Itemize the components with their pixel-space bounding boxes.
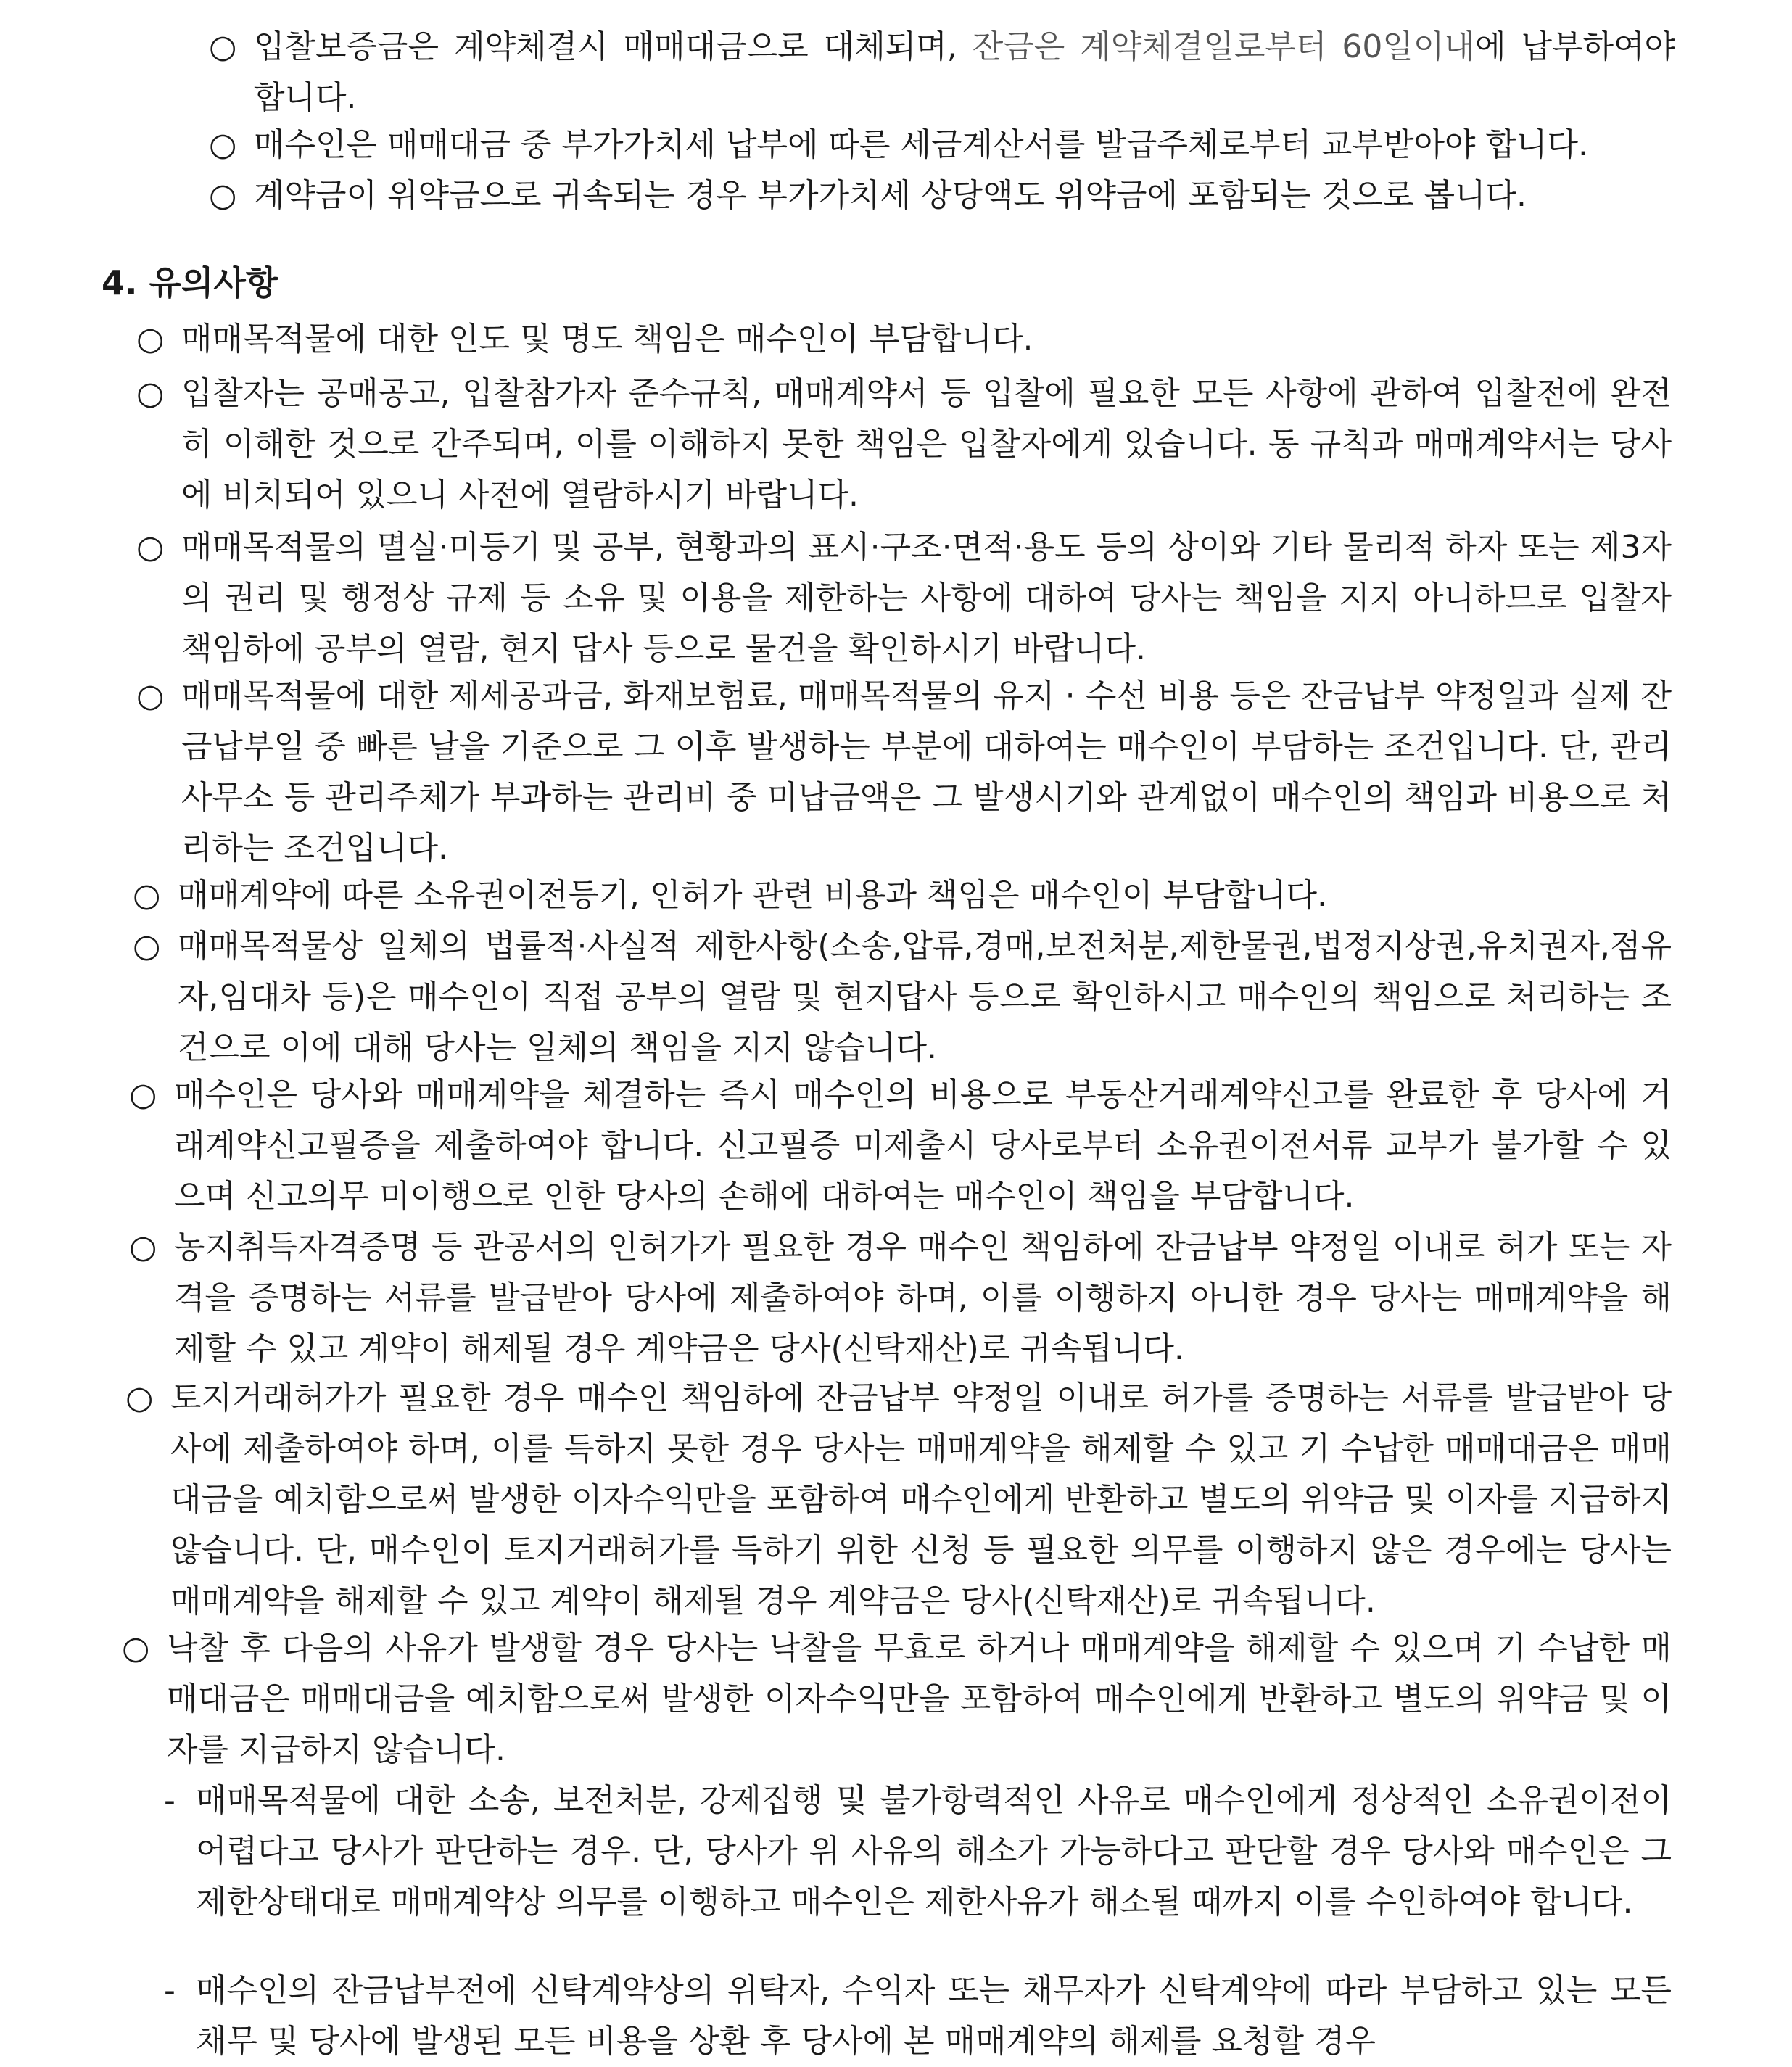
list-item <box>129 1070 1672 1222</box>
bullet-icon: ○ <box>136 375 165 412</box>
bullet-icon: ○ <box>125 1379 154 1416</box>
list-item <box>122 1623 1672 1775</box>
dash-icon: - <box>164 1782 176 1819</box>
bullet-icon: ○ <box>136 321 165 358</box>
sub-list-item <box>164 1965 1672 2067</box>
bullet-icon: ○ <box>129 1076 157 1113</box>
sub-list-item <box>164 1775 1672 1928</box>
item-text: 매매계약에 따른 소유권이전등기, 인허가 관련 비용과 책임은 매수인이 부담합니다. <box>178 877 1327 914</box>
item-text: 매매목적물에 대한 인도 및 명도 책임은 매수인이 부담합니다. <box>181 321 1033 358</box>
dash-icon: - <box>164 1972 176 2009</box>
list-item <box>133 921 1672 1073</box>
list-item <box>136 671 1672 874</box>
item-text: 에 납부하여야 합니다. <box>254 28 1676 116</box>
bullet-icon: ○ <box>133 928 161 965</box>
bullet-icon: ○ <box>136 529 165 566</box>
bullet-icon: ○ <box>136 677 165 714</box>
sub-item-text: 매수인의 잔금납부전에 신탁계약상의 위탁자, 수익자 또는 채무자가 신탁계약에 따라 부담하고 있는 모든 채무 및 당사에 발생된 모든 비용을 상환 후 당사에 본 매매계약의 해제를 요청할 경우 <box>196 1972 1672 2060</box>
list-item <box>209 22 1676 123</box>
item-text-highlight: 잔금은 계약체결일로부터 60일이내 <box>972 28 1475 65</box>
list-item <box>136 522 1672 674</box>
item-text: 매수인은 당사와 매매계약을 체결하는 즉시 매수인의 비용으로 부동산거래계약신고를 완료한 후 당사에 거래계약신고필증을 제출하여야 합니다. 신고필증 미제출시 당사로부터 소유권이전서류 교부가 불가할 수 있으며 신고의무 미이행으로 인한 당사의 손해에 대하여는 매수인이 책임을 부담합니다. <box>174 1076 1672 1215</box>
item-text: 토지거래허가가 필요한 경우 매수인 책임하에 잔금납부 약정일 이내로 허가를 증명하는 서류를 발급받아 당사에 제출하여야 하며, 이를 득하지 못한 경우 당사는 매매계약을 해제할 수 있고 기 수납한 매매대금은 매매대금을 예치함으로써 발생한 이자수익만을 포함하여 매수인에게 반환하고 별도의 위약금 및 이자를 지급하지 않습니다. 단, 매수인이 토지거래허가를 득하기 위한 신청 등 필요한 의무를 이행하지 않은 경우에는 당사는 매매계약을 해제할 수 있고 계약이 해제될 경우 계약금은 당사(신탁재산)로 귀속됩니다. <box>170 1379 1672 1620</box>
item-text: 계약금이 위약금으로 귀속되는 경우 부가가치세 상당액도 위약금에 포함되는 것으로 봅니다. <box>254 177 1527 214</box>
bullet-icon: ○ <box>209 28 237 65</box>
item-text: 매매목적물에 대한 제세공과금, 화재보험료, 매매목적물의 유지 · 수선 비용 등은 잔금납부 약정일과 실제 잔금납부일 중 빠른 날을 기준으로 그 이후 발생하는 부분에 대하여는 매수인이 부담하는 조건입니다. 단, 관리사무소 등 관리주체가 부과하는 관리비 중 미납금액은 그 발생시기와 관계없이 매수인의 책임과 비용으로 처리하는 조건입니다. <box>181 677 1672 867</box>
item-text: 낙찰 후 다음의 사유가 발생할 경우 당사는 낙찰을 무효로 하거나 매매계약을 해제할 수 있으며 기 수납한 매매대금은 매매대금을 예치함으로써 발생한 이자수익만을 포함하여 매수인에게 반환하고 별도의 위약금 및 이자를 지급하지 않습니다. <box>167 1630 1672 1768</box>
sub-item-text: 매매목적물에 대한 소송, 보전처분, 강제집행 및 불가항력적인 사유로 매수인에게 정상적인 소유권이전이 어렵다고 당사가 판단하는 경우. 단, 당사가 위 사유의 해소가 가능하다고 판단할 경우 당사와 매수인은 그 제한상태대로 매매계약상 의무를 이행하고 매수인은 제한사유가 해소될 때까지 이를 수인하여야 합니다. <box>196 1782 1672 1920</box>
list-item <box>136 368 1672 521</box>
item-text: 입찰자는 공매공고, 입찰참가자 준수규칙, 매매계약서 등 입찰에 필요한 모든 사항에 관하여 입찰전에 완전히 이해한 것으로 간주되며, 이를 이해하지 못한 책임은 입찰자에게 있습니다. 동 규칙과 매매계약서는 당사에 비치되어 있으니 사전에 열람하시기 바랍니다. <box>181 375 1672 513</box>
section-heading: 4. 유의사항 <box>102 263 278 302</box>
list-item <box>129 1222 1672 1374</box>
bullet-icon: ○ <box>209 126 237 163</box>
list-item <box>125 1373 1672 1627</box>
list-item <box>133 870 1672 921</box>
list-item <box>209 120 1675 170</box>
item-text: 매수인은 매매대금 중 부가가치세 납부에 따른 세금계산서를 발급주체로부터 교부받아야 합니다. <box>254 126 1589 163</box>
bullet-icon: ○ <box>122 1630 150 1667</box>
bullet-icon: ○ <box>209 177 237 214</box>
item-text: 입찰보증금은 계약체결시 매매대금으로 대체되며, <box>254 28 973 65</box>
item-text: 매매목적물의 멸실·미등기 및 공부, 현황과의 표시·구조·면적·용도 등의 상이와 기타 물리적 하자 또는 제3자의 권리 및 행정상 규제 등 소유 및 이용을 제한하는 사항에 대하여 당사는 책임을 지지 아니하므로 입찰자 책임하에 공부의 열람, 현지 답사 등으로 물건을 확인하시기 바랍니다. <box>181 529 1672 667</box>
item-text: 농지취득자격증명 등 관공서의 인허가가 필요한 경우 매수인 책임하에 잔금납부 약정일 이내로 허가 또는 자격을 증명하는 서류를 발급받아 당사에 제출하여야 하며, 이를 이행하지 아니한 경우 당사는 매매계약을 해제할 수 있고 계약이 해제될 경우 계약금은 당사(신탁재산)로 귀속됩니다. <box>174 1229 1672 1367</box>
item-text: 매매목적물상 일체의 법률적·사실적 제한사항(소송,압류,경매,보전처분,제한물권,법정지상권,유치권자,점유자,임대차 등)은 매수인이 직접 공부의 열람 및 현지답사 등으로 확인하시고 매수인의 책임으로 처리하는 조건으로 이에 대해 당사는 일체의 책임을 지지 않습니다. <box>178 928 1672 1066</box>
list-item <box>136 314 1672 365</box>
list-item <box>209 170 1675 221</box>
bullet-icon: ○ <box>129 1229 157 1266</box>
bullet-icon: ○ <box>133 877 161 914</box>
